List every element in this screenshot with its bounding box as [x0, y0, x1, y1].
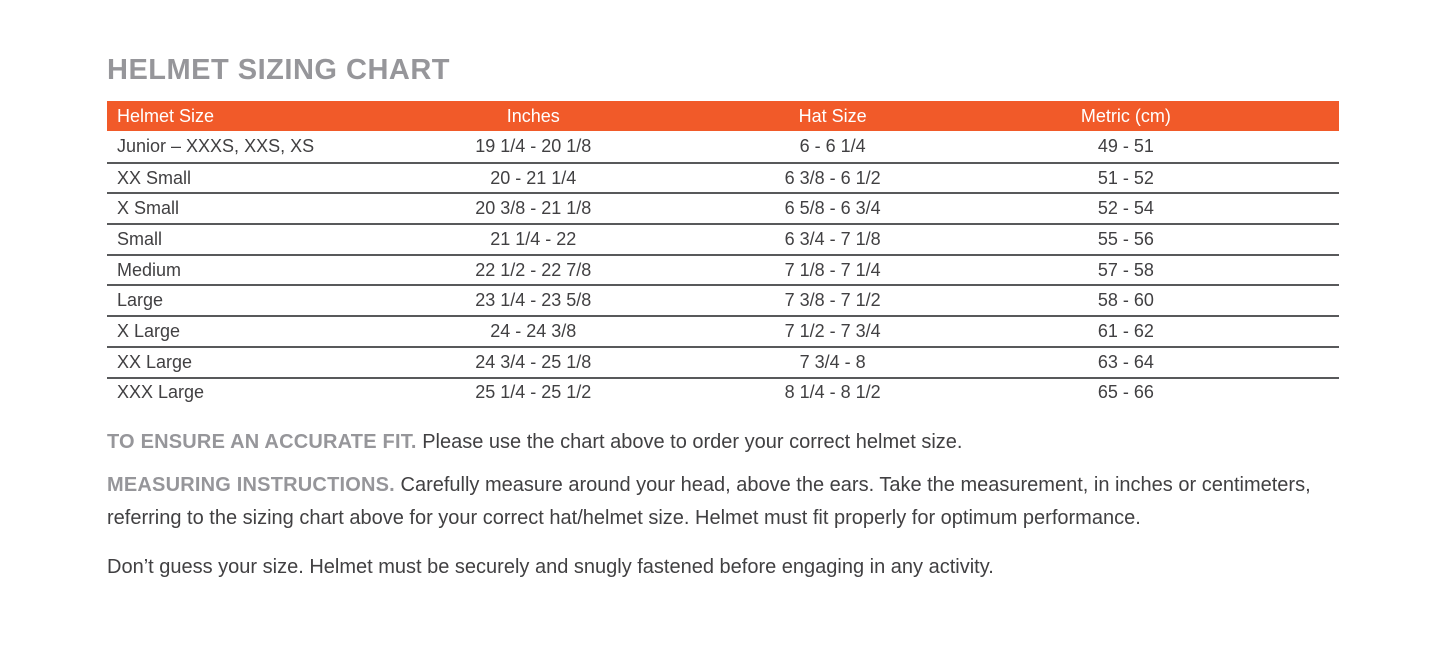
table-row: [107, 131, 1339, 162]
page-title: HELMET SIZING CHART: [107, 54, 450, 86]
cell-metric: 49 - 51: [1097, 135, 1154, 156]
table-row: [107, 162, 1339, 193]
cell-hat-size: 8 1/4 - 8 1/2: [784, 382, 881, 403]
cell-helmet-size: XX Large: [117, 351, 193, 372]
cell-metric: 65 - 66: [1097, 382, 1154, 403]
cell-hat-size: 6 3/4 - 7 1/8: [784, 228, 881, 249]
cell-inches: 25 1/4 - 25 1/2: [475, 382, 592, 403]
cell-metric: 58 - 60: [1097, 290, 1154, 311]
helmet-sizing-table: [107, 101, 1339, 407]
cell-metric: 51 - 52: [1097, 167, 1154, 188]
cell-metric: 61 - 62: [1097, 320, 1154, 341]
cell-metric: 63 - 64: [1097, 351, 1154, 372]
cell-inches: 20 - 21 1/4: [490, 167, 577, 188]
note-measuring-text: Carefully measure around your head, above the ears. Take the measurement, in inches or centimeters, referring to the sizing chart above for your correct hat/helmet size. Helmet must fit properly for optimum performance.: [107, 474, 1311, 530]
note-measuring-instructions: [107, 469, 1339, 535]
note-measuring-lead: MEASURING INSTRUCTIONS.: [107, 474, 395, 497]
table-row: [107, 223, 1339, 254]
cell-hat-size: 7 1/2 - 7 3/4: [784, 320, 881, 341]
cell-hat-size: 6 5/8 - 6 3/4: [784, 198, 881, 219]
cell-inches: 20 3/8 - 21 1/8: [475, 198, 592, 219]
cell-inches: 22 1/2 - 22 7/8: [475, 259, 592, 280]
cell-metric: 52 - 54: [1097, 198, 1154, 219]
cell-helmet-size: Large: [117, 290, 164, 311]
cell-inches: 24 3/4 - 25 1/8: [475, 351, 592, 372]
cell-helmet-size: XX Small: [117, 167, 192, 188]
cell-helmet-size: X Large: [117, 320, 181, 341]
table-row: [107, 192, 1339, 223]
table-row: [107, 315, 1339, 346]
table-row: [107, 346, 1339, 377]
note-warning: [107, 551, 1339, 584]
note-accurate-fit-text: Please use the chart above to order your correct helmet size.: [416, 431, 963, 454]
table-body: [107, 131, 1339, 407]
notes-section: [107, 426, 1339, 584]
cell-inches: 21 1/4 - 22: [490, 228, 577, 249]
cell-hat-size: 7 3/4 - 8: [799, 351, 866, 372]
page: [107, 0, 1339, 584]
table-row: [107, 254, 1339, 285]
column-header-inches: Inches: [506, 105, 560, 126]
cell-hat-size: 6 3/8 - 6 1/2: [784, 167, 881, 188]
cell-metric: 57 - 58: [1097, 259, 1154, 280]
cell-hat-size: 7 1/8 - 7 1/4: [784, 259, 881, 280]
table-row: [107, 377, 1339, 408]
cell-hat-size: 7 3/8 - 7 1/2: [784, 290, 881, 311]
table-header-row: [107, 101, 1339, 131]
cell-helmet-size: Medium: [117, 259, 182, 280]
note-warning-text: Don’t guess your size. Helmet must be securely and snugly fastened before engaging in any activity.: [107, 556, 994, 579]
cell-helmet-size: Small: [117, 228, 163, 249]
note-accurate-fit-lead: TO ENSURE AN ACCURATE FIT.: [107, 431, 417, 454]
cell-helmet-size: XXX Large: [117, 382, 205, 403]
column-header-helmet-size: Helmet Size: [117, 105, 215, 126]
cell-helmet-size: X Small: [117, 198, 180, 219]
cell-inches: 23 1/4 - 23 5/8: [475, 290, 592, 311]
cell-helmet-size: Junior – XXXS, XXS, XS: [117, 135, 315, 156]
cell-hat-size: 6 - 6 1/4: [799, 135, 866, 156]
column-header-metric: Metric (cm): [1080, 105, 1171, 126]
cell-inches: 24 - 24 3/8: [490, 320, 577, 341]
note-accurate-fit: [107, 426, 1339, 459]
column-header-hat-size: Hat Size: [798, 105, 867, 126]
cell-inches: 19 1/4 - 20 1/8: [475, 135, 592, 156]
cell-metric: 55 - 56: [1097, 228, 1154, 249]
table-row: [107, 284, 1339, 315]
